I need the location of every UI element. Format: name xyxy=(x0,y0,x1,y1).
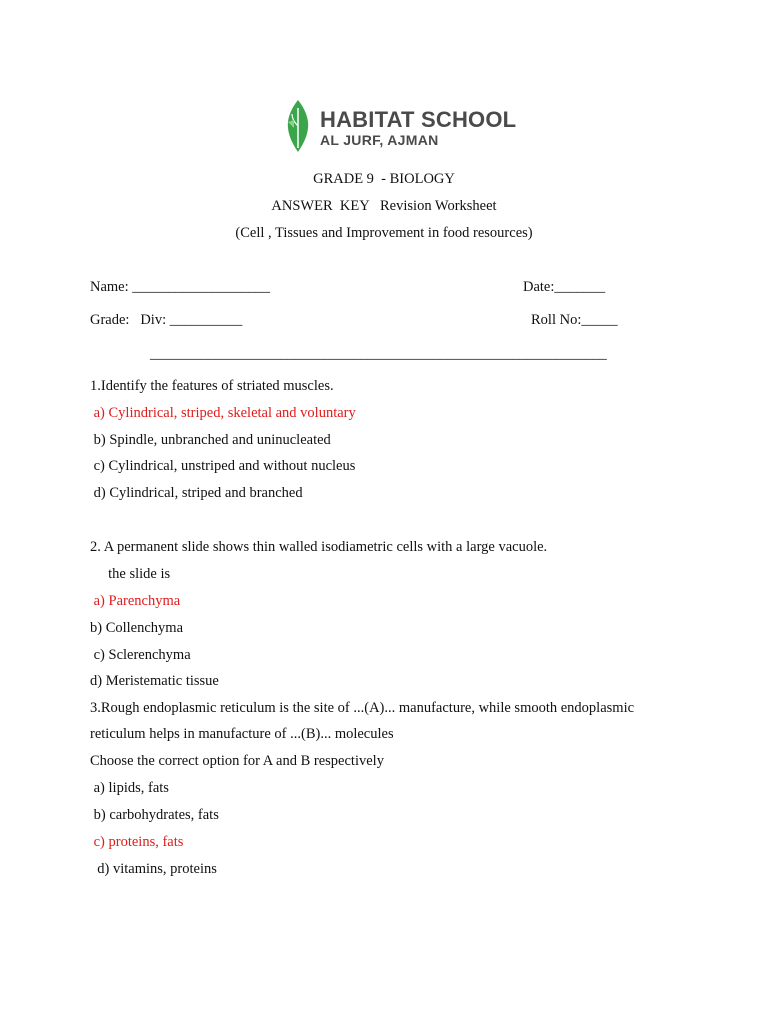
question-3-option-a: a) lipids, fats xyxy=(90,780,169,796)
question-2-option-a-answer: a) Parenchyma xyxy=(90,593,181,609)
question-3-instruction: Choose the correct option for A and B respectively xyxy=(90,753,384,769)
question-3-option-c-answer: c) proteins, fats xyxy=(90,834,184,850)
date-field: Date:_______ xyxy=(523,279,606,295)
question-2-option-c: c) Sclerenchyma xyxy=(90,647,191,663)
question-1-text: 1.Identify the features of striated muscles. xyxy=(90,378,334,394)
question-2-text: 2. A permanent slide shows thin walled isodiametric cells with a large vacuole. xyxy=(90,539,548,555)
question-1-option-d: d) Cylindrical, striped and branched xyxy=(90,485,303,501)
name-field: Name: ___________________ xyxy=(90,279,271,295)
worksheet-title: ANSWER KEY Revision Worksheet xyxy=(271,198,497,214)
school-logo xyxy=(284,98,517,154)
question-3-option-b: b) carbohydrates, fats xyxy=(90,807,219,823)
grade-div-field: Grade: Div: __________ xyxy=(90,312,243,328)
question-1-option-a-answer: a) Cylindrical, striped, skeletal and voluntary xyxy=(90,405,356,421)
school-location: AL JURF, AJMAN xyxy=(320,132,439,148)
question-1-option-c: c) Cylindrical, unstriped and without nucleus xyxy=(90,458,356,474)
question-2-text-cont: the slide is xyxy=(90,566,171,582)
question-2-option-d: d) Meristematic tissue xyxy=(90,673,219,689)
question-2-option-b: b) Collenchyma xyxy=(90,620,184,636)
roll-no-field: Roll No:_____ xyxy=(531,312,618,328)
question-3-text: 3.Rough endoplasmic reticulum is the site of ...(A)... manufacture, while smooth endoplasmic xyxy=(90,700,635,716)
worksheet-topics: (Cell , Tissues and Improvement in food resources) xyxy=(235,225,533,241)
grade-subject-heading: GRADE 9 - BIOLOGY xyxy=(313,171,455,187)
question-3-text-cont: reticulum helps in manufacture of ...(B)... molecules xyxy=(90,726,394,742)
question-3-option-d: d) vitamins, proteins xyxy=(90,861,217,877)
separator-line: _______________________________________________________________ xyxy=(150,346,607,362)
green-leaf-pencil-icon xyxy=(284,98,318,154)
question-1-option-b: b) Spindle, unbranched and uninucleated xyxy=(90,432,331,448)
school-name: HABITAT SCHOOL xyxy=(320,107,517,132)
